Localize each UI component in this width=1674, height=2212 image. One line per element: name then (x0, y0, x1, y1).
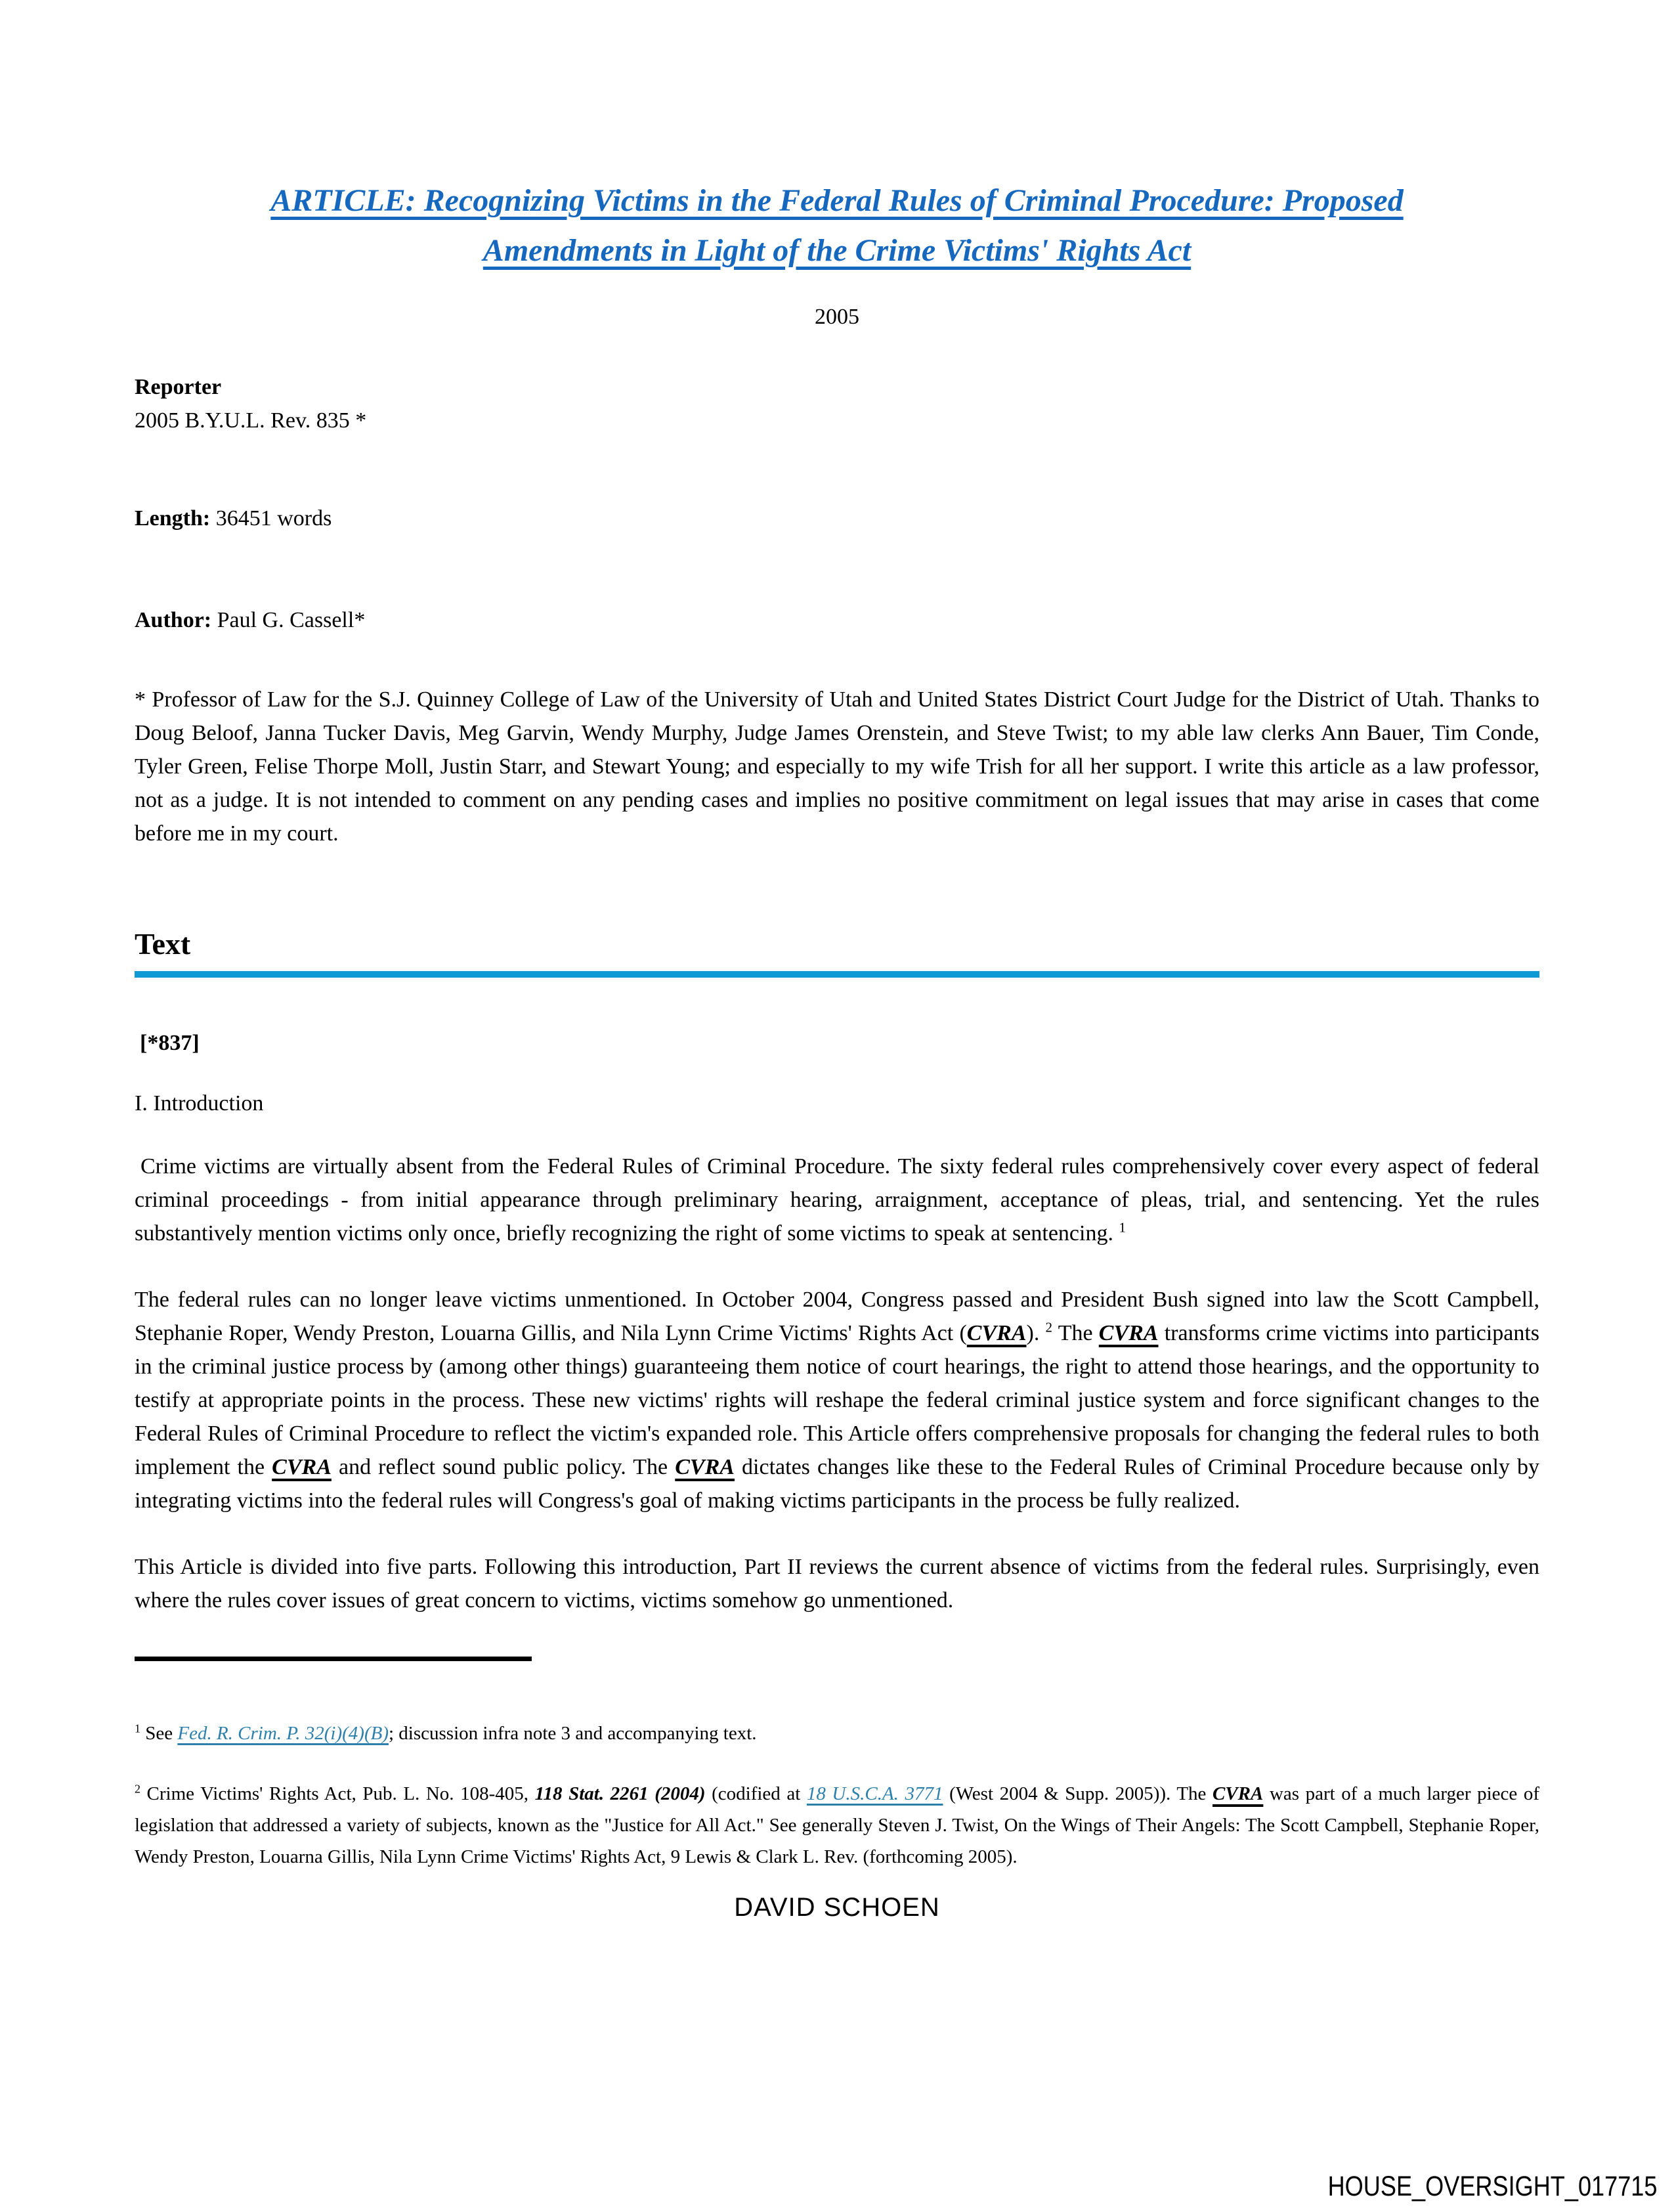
text-segment: 36451 words (210, 506, 332, 531)
text-segment: transforms crime victims into participants in the criminal justice process by (among other things) guaranteeing them notice of court hearings, the right to attend those hearings, and the opportunity to testify at appropriate points in the process. These new victims' rights will reshape the federal criminal justice system and force significant changes to the Federal Rules of Criminal Procedure to reflect the victim's expanded role. This Article offers comprehensive proposals for changing the federal rules to both implement the (135, 1321, 1540, 1479)
body-paragraph-2 (135, 1283, 1539, 1517)
text-segment: CVRA (272, 1455, 332, 1479)
body-paragraph-1 (135, 1150, 1539, 1250)
text-segment: and reflect sound public policy. The (331, 1455, 676, 1479)
text-segment: (West 2004 & Supp. 2005)). The (943, 1783, 1213, 1804)
citation-link[interactable]: 18 U.S.C.A. 3771 (806, 1783, 943, 1804)
introduction-heading: I. Introduction (135, 1091, 264, 1116)
text-segment: 2 (135, 1782, 140, 1796)
article-title (135, 0, 1539, 276)
text-segment: 118 Stat. 2261 (2004) (534, 1783, 706, 1804)
footnote-2 (135, 1778, 1539, 1873)
bates-number: HOUSE_OVERSIGHT_017715 (1327, 2171, 1657, 2202)
reporter-label: Reporter (135, 375, 222, 399)
page-content (135, 0, 1539, 1922)
publication-year: 2005 (815, 305, 859, 329)
reporter-citation: 2005 B.Y.U.L. Rev. 835 * (135, 408, 367, 433)
text-segment: The federal rules can no longer leave victims unmentioned. In October 2004, Congress passed and President Bush signed into law the Scott Campbell, Stephanie Roper, Wendy Preston, Louarna Gillis, and Nila Lynn Crime Victims' Rights Act ( (135, 1288, 1539, 1345)
author-line (135, 603, 1539, 637)
text-segment: Length: (135, 506, 211, 531)
text-section-heading: Text (135, 927, 191, 961)
text-segment: (codified at (705, 1783, 807, 1804)
text-segment: CVRA (966, 1321, 1027, 1345)
text-segment: The (1052, 1321, 1099, 1345)
reviewer-name-stamp: DAVID SCHOEN (734, 1893, 940, 1922)
footnote-1 (135, 1718, 1539, 1749)
text-segment: See (140, 1723, 178, 1744)
text-segment: Paul G. Cassell* (211, 608, 366, 632)
text-segment: ). (1026, 1321, 1046, 1345)
section-divider-rule (135, 971, 1539, 978)
text-segment: Crime Victims' Rights Act, Pub. L. No. 108-405, (140, 1783, 535, 1804)
article-title-link-line2[interactable]: Amendments in Light of the Crime Victims' Rights Act (483, 233, 1191, 268)
text-segment: CVRA (1213, 1783, 1264, 1804)
text-segment: 1 (1119, 1219, 1126, 1236)
body-paragraph-3: This Article is divided into five parts. Following this introduction, Part II reviews the current absence of victims from the federal rules. Surprisingly, even where the rules cover issues of great concern to victims, victims somehow go unmentioned. (135, 1555, 1539, 1613)
text-segment: ; discussion infra note 3 and accompanying text. (388, 1723, 757, 1744)
text-segment: dictates changes like these to the Federal Rules of Criminal Procedure because only by integrating victims into the federal rules will Congress's goal of making victims participants in the process be fully realized. (135, 1455, 1540, 1513)
text-segment: 2 (1045, 1319, 1053, 1335)
text-segment: CVRA (675, 1455, 735, 1479)
text-segment: 1 (135, 1722, 140, 1735)
text-segment: Crime victims are virtually absent from the Federal Rules of Criminal Procedure. The sixty federal rules comprehensively cover every aspect of federal criminal proceedings - from initial appearance through preliminary hearing, arraignment, acceptance of pleas, trial, and sentencing. Yet the rules substantively mention victims only once, briefly recognizing the right of some victims to speak at sentencing. (135, 1154, 1539, 1246)
length-line (135, 502, 1539, 535)
text-segment: Author: (135, 608, 212, 632)
text-segment: CVRA (1098, 1321, 1159, 1345)
article-title-link-line1[interactable]: ARTICLE: Recognizing Victims in the Federal Rules of Criminal Procedure: Proposed (270, 183, 1404, 218)
author-footnote-paragraph: * Professor of Law for the S.J. Quinney College of Law of the University of Utah and United States District Court Judge for the District of Utah. Thanks to Doug Beloof, Janna Tucker Davis, Meg Garvin, Wendy Murphy, Judge James Orenstein, and Steve Twist; to my able law clerks Ann Bauer, Tim Conde, Tyler Green, Felise Thorpe Moll, Justin Starr, and Stewart Young; and especially to my wife Trish for all her support. I write this article as a law professor, not as a judge. It is not intended to comment on any pending cases and implies no positive commitment on legal issues that may arise in cases that come before me in my court. (135, 687, 1539, 846)
text-segment: was part of a much larger piece of legislation that addressed a variety of subjects, known as the "Justice for All Act." See generally Steven J. Twist, On the Wings of Their Angels: The Scott Campbell, Stephanie Roper, Wendy Preston, Louarna Gillis, Nila Lynn Crime Victims' Rights Act, 9 Lewis & Clark L. Rev. (forthcoming 2005). (135, 1783, 1540, 1867)
page-marker: [*837] (140, 1031, 200, 1055)
citation-link[interactable]: Fed. R. Crim. P. 32(i)(4)(B) (177, 1723, 389, 1744)
footnote-separator (135, 1657, 532, 1661)
